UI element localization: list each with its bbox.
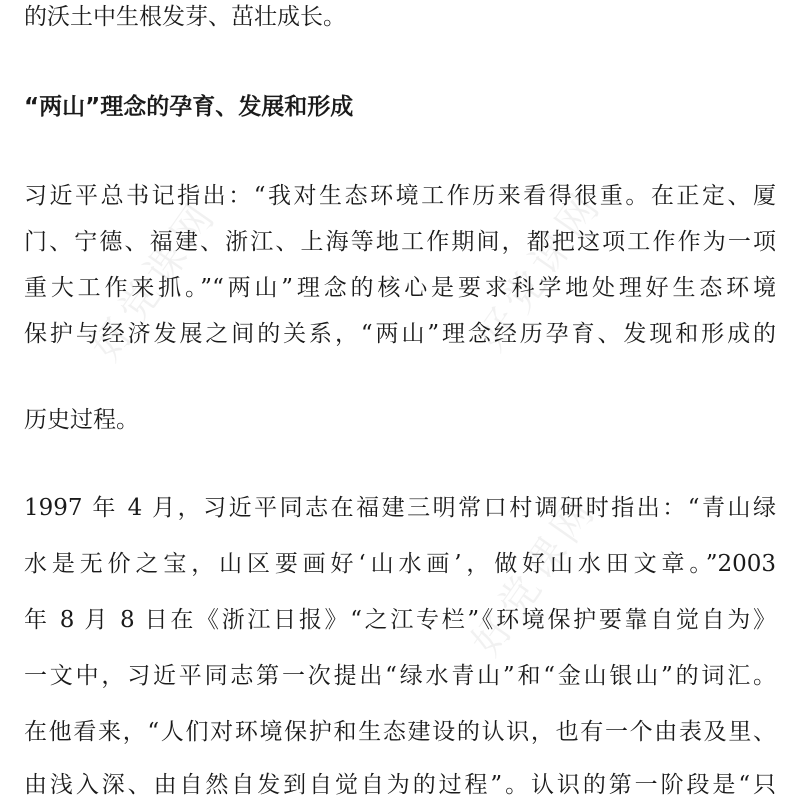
text-line: 的沃土中生根发芽、茁壮成长。 xyxy=(24,4,346,30)
text-line: 习近平总书记指出：“我对生态环境工作历来看得很重。在正定、厦 xyxy=(24,183,776,209)
watermark: 好党课网 xyxy=(463,486,607,665)
watermark: 好党课网 xyxy=(468,181,612,360)
text-line: 年 8 月 8 日在《浙江日报》“之江专栏”《环境保护要靠自觉自为》 xyxy=(24,607,776,633)
text-line: 由浅入深、由自然自发到自觉自为的过程”。认识的第一阶段是“只 xyxy=(24,772,776,798)
text-line: 门、宁德、福建、浙江、上海等地工作期间，都把这项工作作为一项 xyxy=(24,229,776,255)
text-line: 水是无价之宝，山区要画好‘山水画’，做好山水田文章。”2003 xyxy=(24,551,776,577)
text-line: 重大工作来抓。”“两山”理念的核心是要求科学地处理好生态环境 xyxy=(24,275,776,301)
text-line: 一文中，习近平同志第一次提出“绿水青山”和“金山银山”的词汇。 xyxy=(24,663,776,689)
section-heading: “两山”理念的孕育、发展和形成 xyxy=(24,94,354,120)
text-line: 历史过程。 xyxy=(24,407,139,433)
text-line: 在他看来，“人们对环境保护和生态建设的认识，也有一个由表及里、 xyxy=(24,719,776,745)
text-line: 保护与经济发展之间的关系，“两山”理念经历孕育、发现和形成的 xyxy=(24,321,776,347)
watermark: 好党课网 xyxy=(83,191,227,370)
text-line: 1997 年 4 月，习近平同志在福建三明常口村调研时指出：“青山绿 xyxy=(24,495,776,521)
